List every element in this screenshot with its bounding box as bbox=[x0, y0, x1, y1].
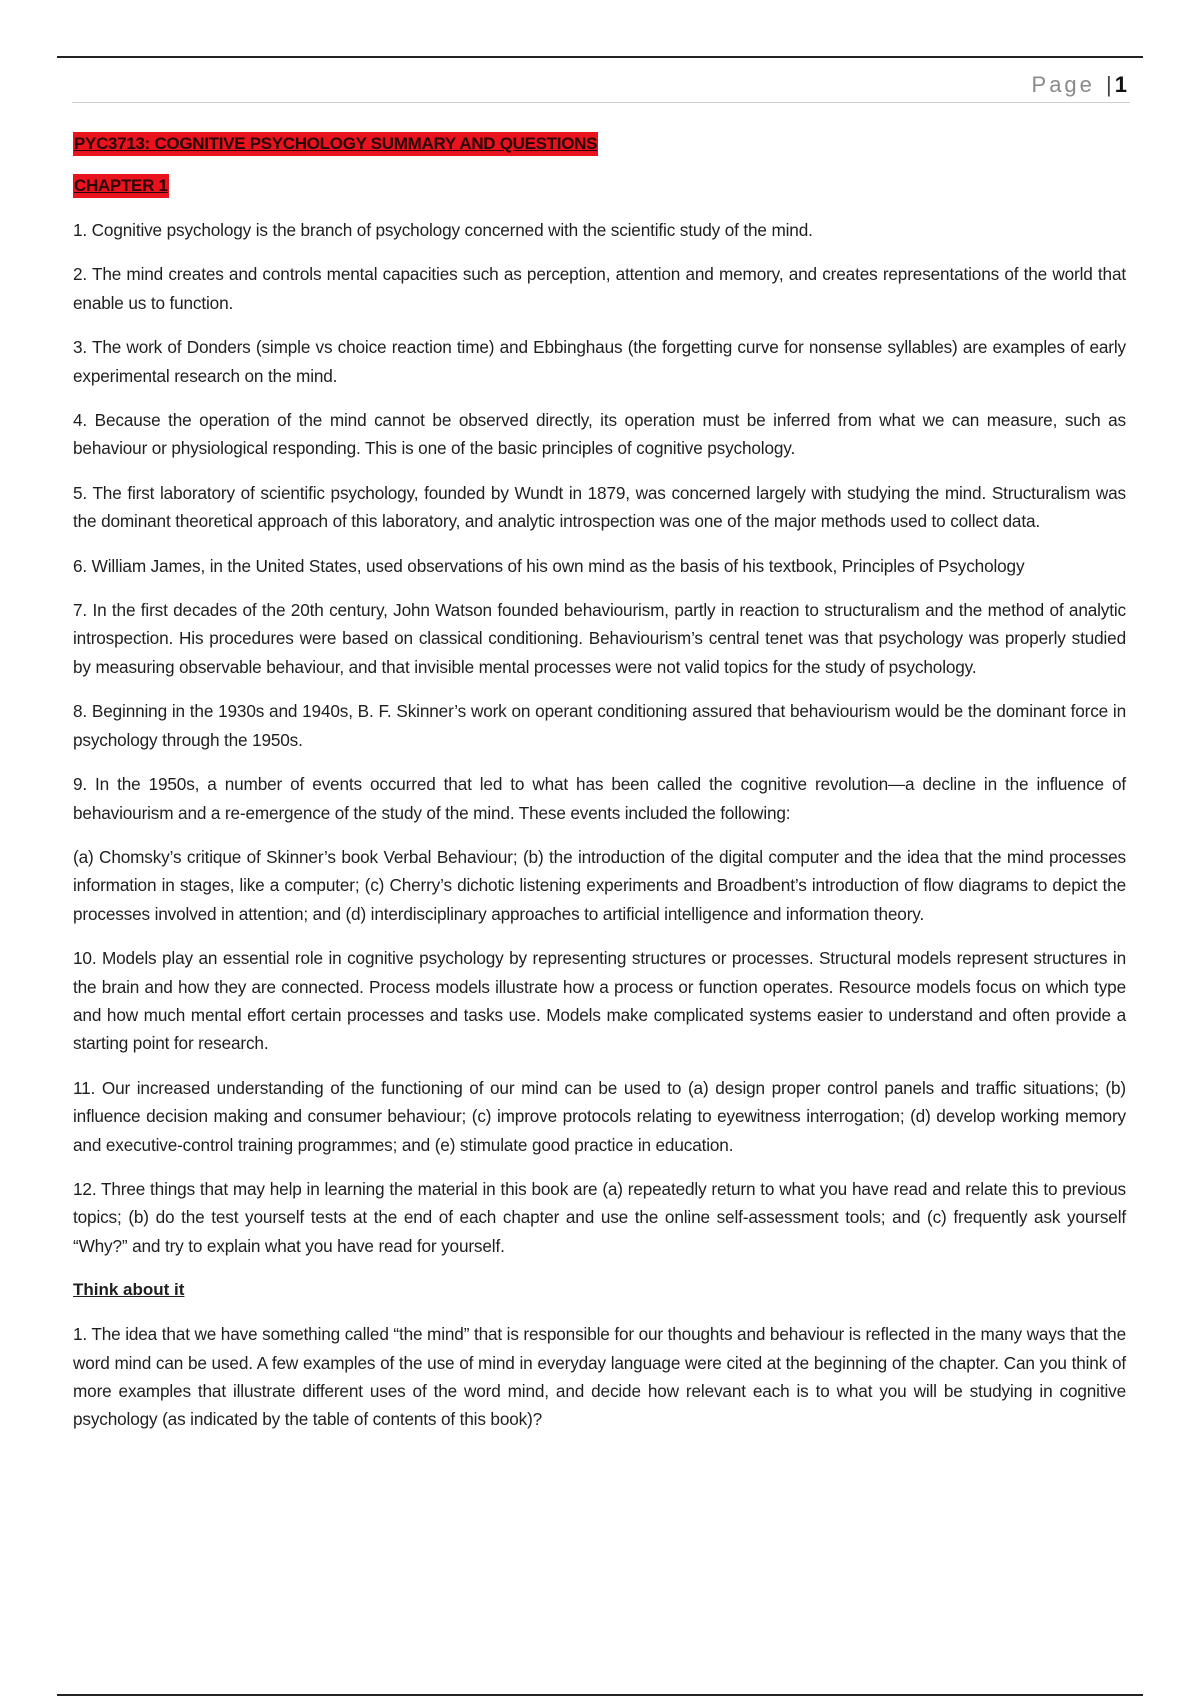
summary-point: 8. Beginning in the 1930s and 1940s, B. F. Skinner’s work on operant conditioning assured that behaviourism would be the dominant force in psychology through the 1950s. bbox=[73, 701, 1126, 750]
chapter-heading: CHAPTER 1 bbox=[73, 174, 169, 198]
summary-point: 6. William James, in the United States, used observations of his own mind as the basis of his textbook, Principles of Psychology bbox=[73, 555, 1025, 576]
summary-point: 4. Because the operation of the mind cannot be observed directly, its operation must be inferred from what we can measure, such as behaviour or physiological responding. This is one of the basic principles of cognitive psychology. bbox=[73, 410, 1126, 459]
page-label: Page bbox=[1031, 72, 1095, 97]
summary-point: 5. The first laboratory of scientific psychology, founded by Wundt in 1879, was concerned largely with studying the mind. Structuralism was the dominant theoretical approach of this laboratory, and analytic introspection was one of the major methods used to collect data. bbox=[73, 482, 1126, 532]
summary-point: 7. In the first decades of the 20th century, John Watson founded behaviourism, partly in reaction to structuralism and the method of analytic introspection. His procedures were based on classical conditioning. Behaviourism’s central tenet was that psychology was properly studied by measuring observable behaviour, and that invisible mental processes were not valid topics for the study of psychology. bbox=[73, 600, 1126, 677]
document-title: PYC3713: COGNITIVE PSYCHOLOGY SUMMARY AND QUESTIONS bbox=[73, 132, 598, 156]
summary-point: 11. Our increased understanding of the functioning of our mind can be used to (a) design proper control panels and traffic situations; (b) influence decision making and consumer behaviour; (c) improve protocols relating to eyewitness interrogation; (d) develop working memory and executive-control training programmes; and (e) stimulate good practice in education. bbox=[73, 1077, 1126, 1155]
page-header bbox=[72, 64, 1130, 103]
bottom-border-line bbox=[57, 1694, 1143, 1696]
summary-subpoints: (a) Chomsky’s critique of Skinner’s book Verbal Behaviour; (b) the introduction of the digital computer and the idea that the mind processes information in stages, like a computer; (c) Cherry’s dichotic listening experiments and Broadbent’s introduction of flow diagrams to depict the processes involved in attention; and (d) interdisciplinary approaches to artificial intelligence and information theory. bbox=[73, 846, 1126, 924]
think-about-it-heading: Think about it bbox=[73, 1280, 185, 1300]
summary-point: 1. Cognitive psychology is the branch of psychology concerned with the scientific study of the mind. bbox=[73, 220, 813, 240]
document-title-row bbox=[73, 132, 1126, 156]
top-border-line bbox=[57, 56, 1143, 58]
summary-point: 2. The mind creates and controls mental capacities such as perception, attention and memory, and creates representations of the world that enable us to function. bbox=[73, 264, 1126, 313]
summary-point: 10. Models play an essential role in cognitive psychology by representing structures or processes. Structural models represent structures in the brain and how they are connected. Process models illustrate how a process or function operates. Resource models focus on which type and how much mental effort certain processes and tasks use. Models make complicated systems easier to understand and often provide a starting point for research. bbox=[73, 948, 1126, 1054]
chapter-heading-row bbox=[73, 174, 1126, 198]
summary-point: 12. Three things that may help in learning the material in this book are (a) repeatedly return to what you have read and relate this to previous topics; (b) do the test yourself tests at the end of each chapter and use the online self-assessment tools; and (c) frequently ask yourself “Why?” and try to explain what you have read for yourself. bbox=[73, 1178, 1126, 1256]
summary-point: 3. The work of Donders (simple vs choice reaction time) and Ebbinghaus (the forgetting curve for nonsense syllables) are examples of early experimental research on the mind. bbox=[73, 337, 1126, 386]
think-about-it-question: 1. The idea that we have something called “the mind” that is responsible for our thoughts and behaviour is reflected in the many ways that the word mind can be used. A few examples of the use of mind in everyday language were cited at the beginning of the chapter. Can you think of more examples that illustrate different uses of the word mind, and decide how relevant each is to what you will be studying in cognitive psychology (as indicated by the table of contents of this book)? bbox=[73, 1324, 1126, 1430]
page-number-label bbox=[1032, 72, 1130, 98]
page-number-value: 1 bbox=[1114, 72, 1130, 97]
summary-point: 9. In the 1950s, a number of events occurred that led to what has been called the cognitive revolution—a decline in the influence of behaviourism and a re-emergence of the study of the mind. These events included the following: bbox=[73, 774, 1126, 823]
document-body bbox=[73, 132, 1126, 1450]
page-separator: | bbox=[1106, 72, 1115, 97]
